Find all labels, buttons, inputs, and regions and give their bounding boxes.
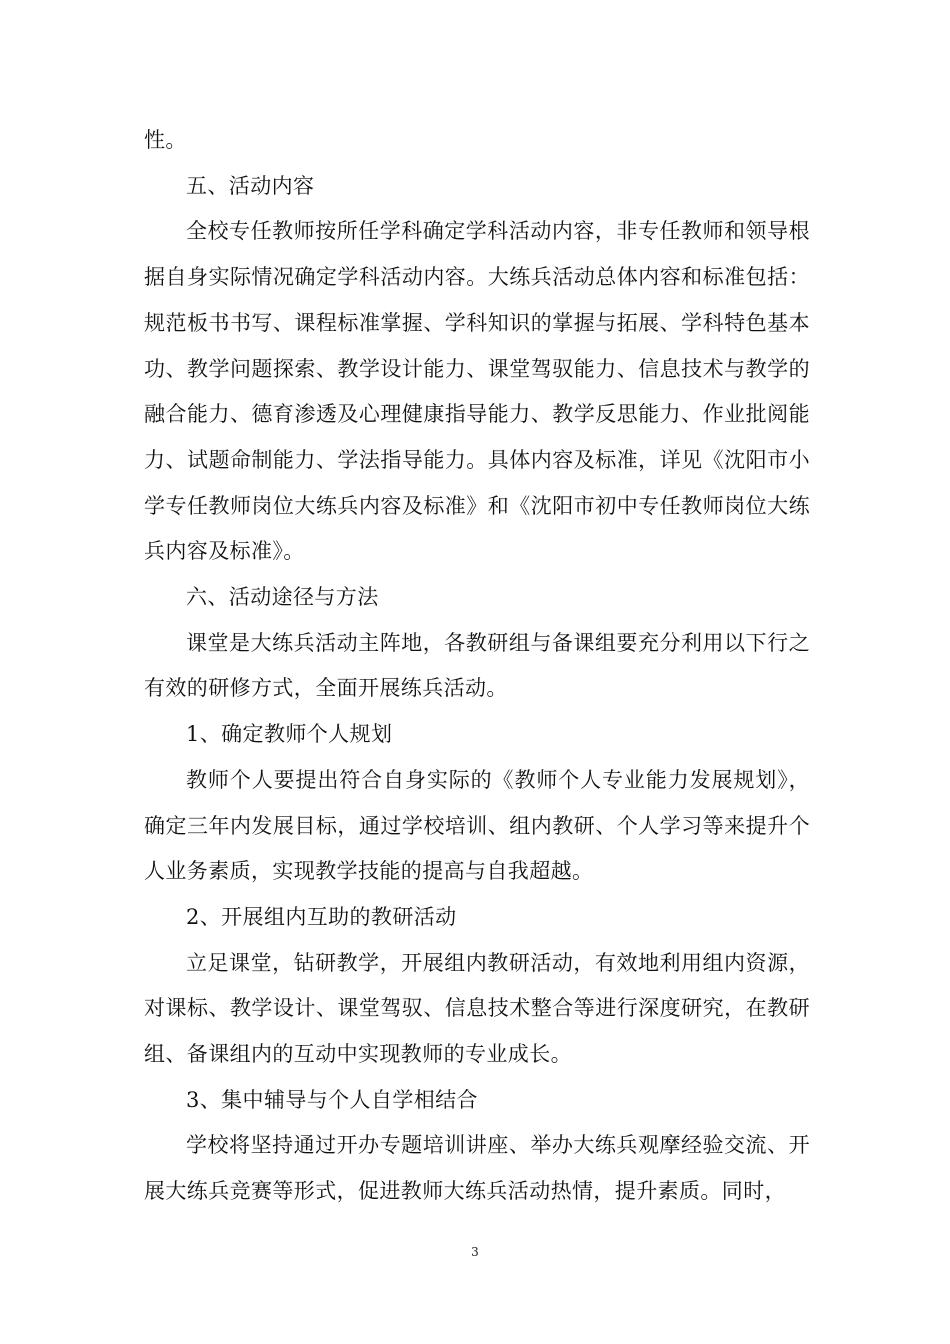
paragraph-personal-plan: 教师个人要提出符合自身实际的《教师个人专业能力发展规划》，确定三年内发展目标，通过学校培训、组内教研、个人学习等来提升个人业务素质，实现教学技能的提高与自我超越。 [144,767,810,884]
paragraph-continuation: 性。 [144,128,187,152]
paragraph-activity-content: 全校专任教师按所任学科确定学科活动内容，非专任教师和领导根据自身实际情况确定学科活动内容。大练兵活动总体内容和标准包括：规范板书书写、课程标准掌握、学科知识的掌握与拓展、学科特色基本功、教学问题探索、教学设计能力、课堂驾驭能力、信息技术与教学的融合能力、德育渗透及心理健康指导能力、教学反思能力、作业批阅能力、试题命制能力、学法指导能力。具体内容及标准，详见《沈阳市小学专任教师岗位大练兵内容及标准》和《沈阳市初中专任教师岗位大练兵内容及标准》。 [144,219,810,564]
subheading-personal-plan: 1、确定教师个人规划 [186,722,393,747]
subheading-group-research: 2、开展组内互助的教研活动 [186,904,457,929]
section-heading-activity-content: 五、活动内容 [186,173,315,198]
page-number: 3 [471,1245,479,1259]
section-heading-activity-methods: 六、活动途径与方法 [186,585,379,610]
paragraph-group-research: 立足课堂，钻研教学，开展组内教研活动，有效地利用组内资源，对课标、教学设计、课堂驾驭、信息技术整合等进行深度研究，在教研组、备课组内的互动中实现教师的专业成长。 [144,950,810,1067]
paragraph-combined-learning: 学校将坚持通过开办专题培训讲座、举办大练兵观摩经验交流、开展大练兵竞赛等形式，促进教师大练兵活动热情，提升素质。同时， [144,1133,810,1204]
paragraph-activity-methods: 课堂是大练兵活动主阵地，各教研组与备课组要充分利用以下行之有效的研修方式，全面开展练兵活动。 [144,630,810,701]
document-body [144,118,810,1215]
subheading-combined-learning: 3、集中辅导与个人自学相结合 [186,1087,478,1112]
